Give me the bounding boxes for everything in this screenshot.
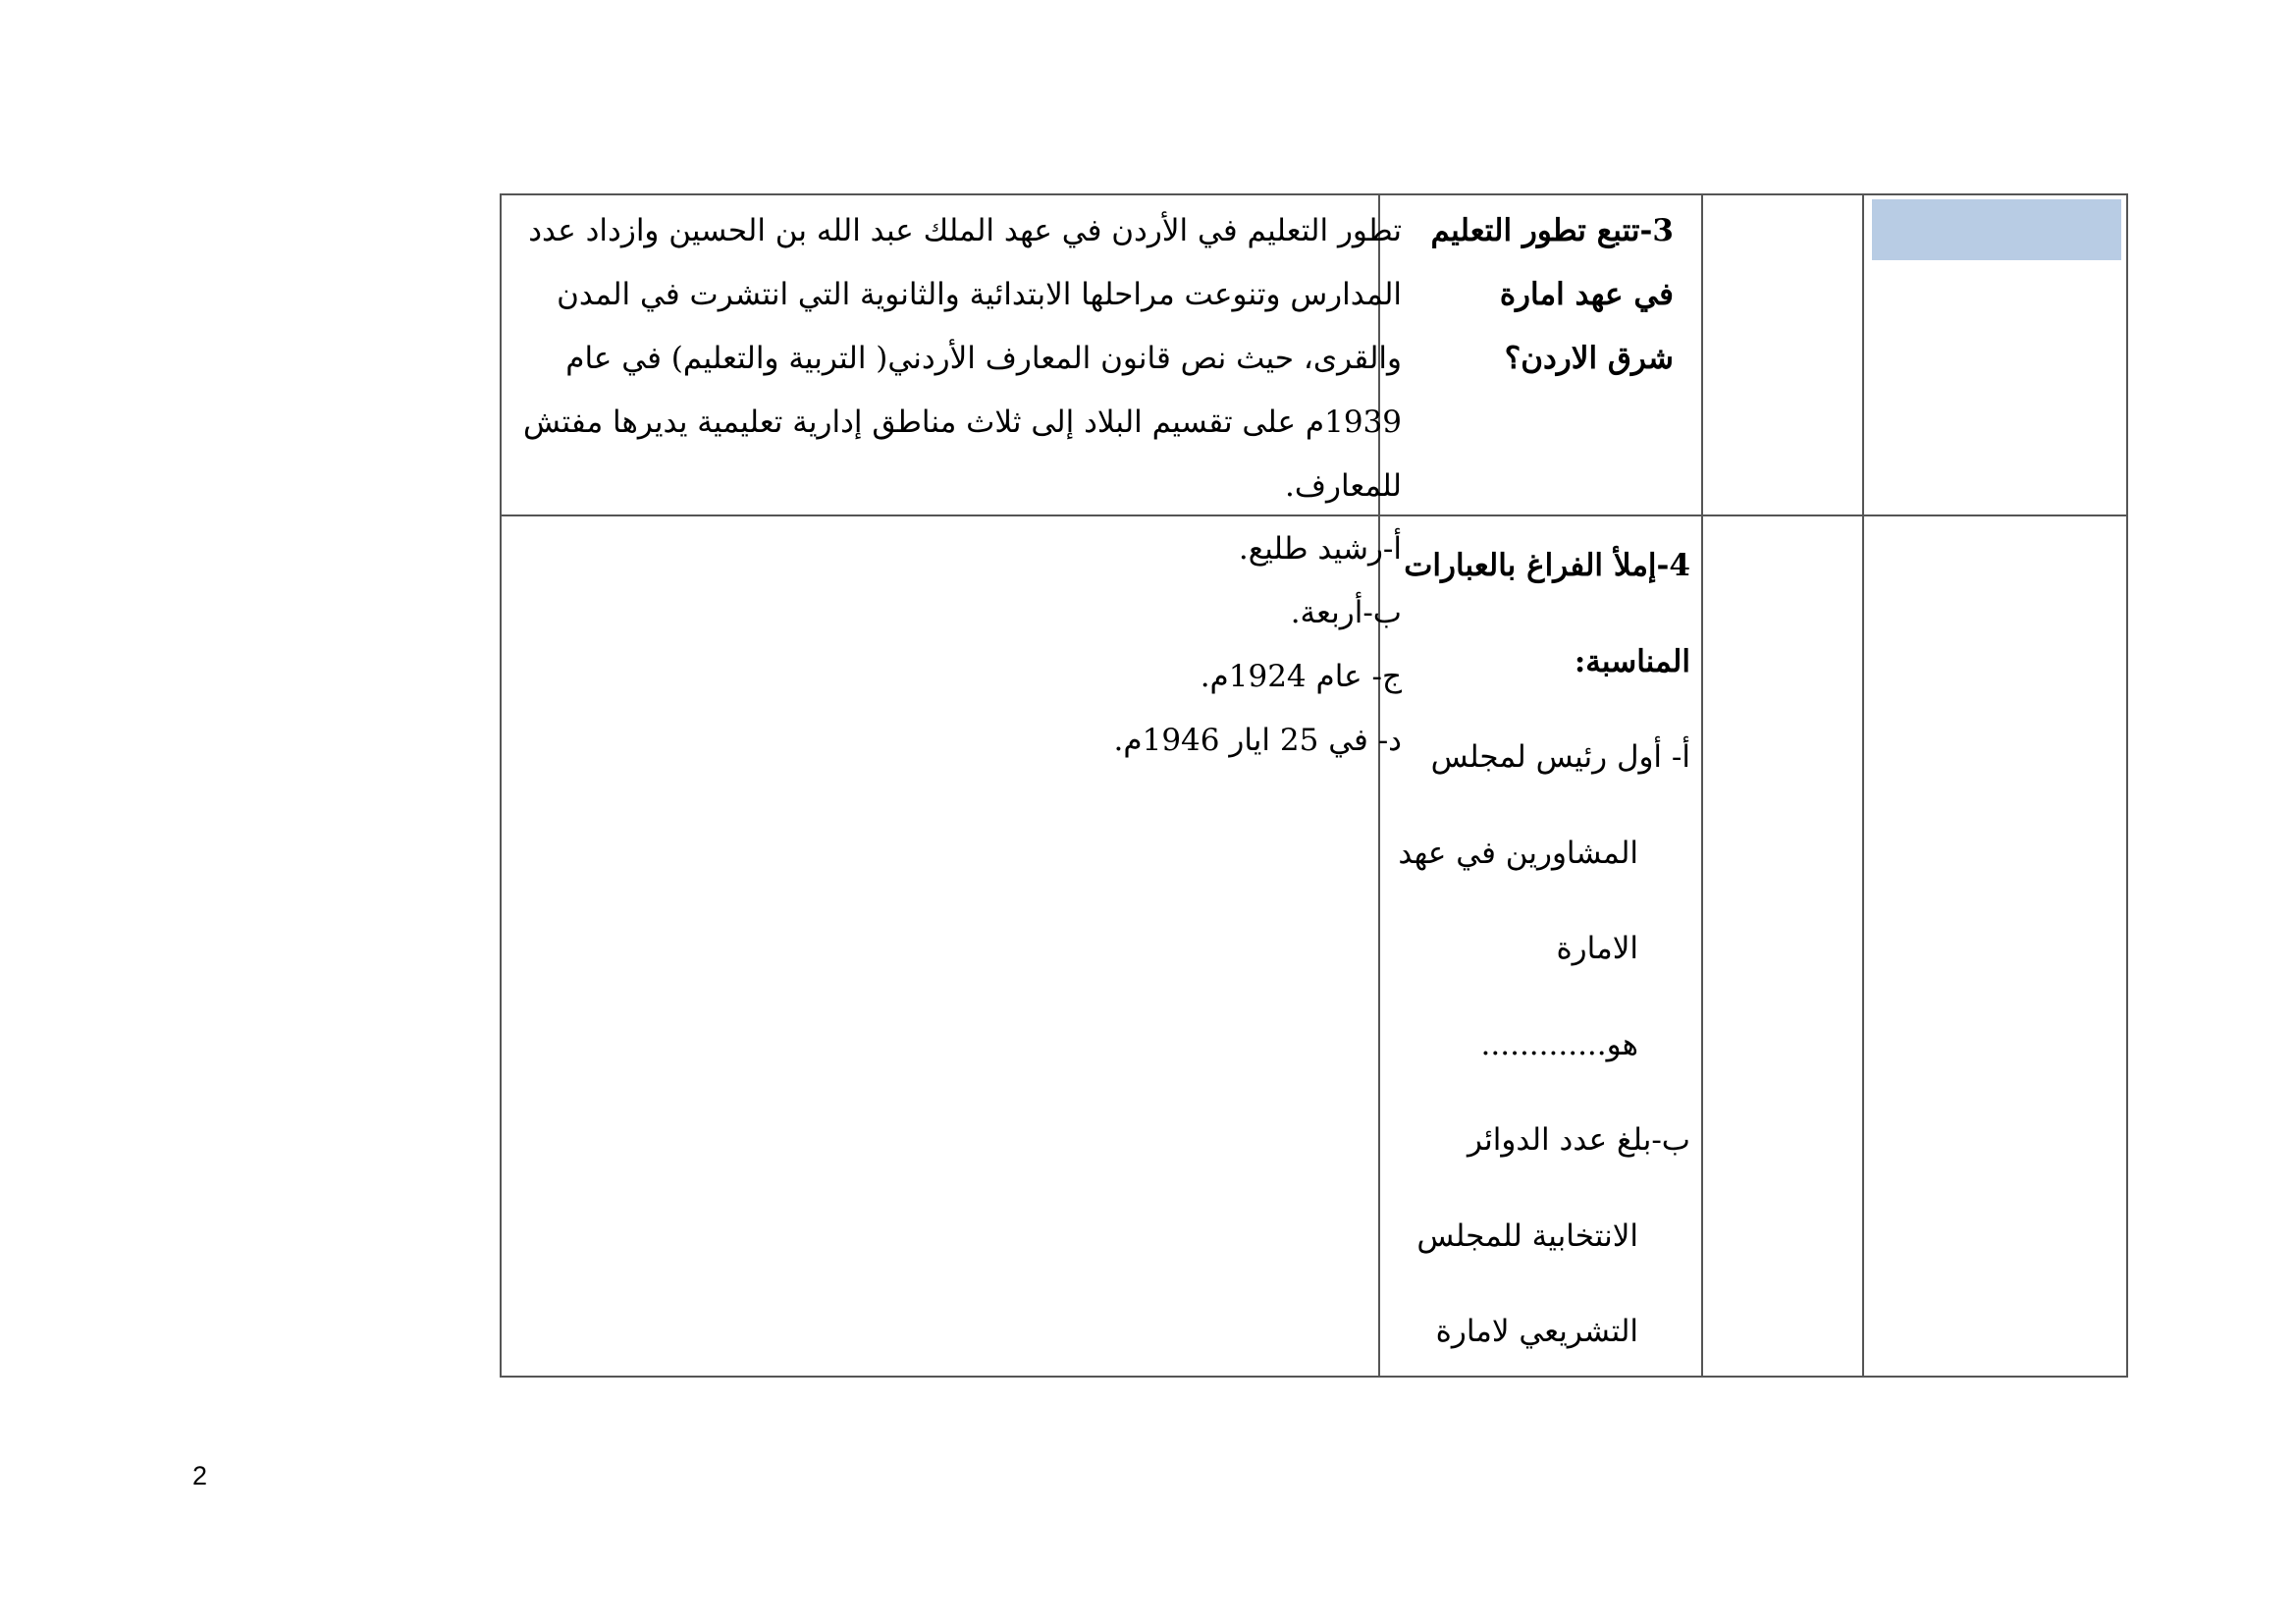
question-3-cell xyxy=(1430,199,1674,391)
highlighted-cell xyxy=(1872,199,2121,260)
answer-3-line: والقرى، حيث نص قانون المعارف الأردني( التربية والتعليم) في عام xyxy=(565,341,1402,376)
answer-table xyxy=(500,193,2128,1378)
answer-4-line: ب-أربعة. xyxy=(1290,595,1402,630)
answer-3-line: 1939م على تقسيم البلاد إلى ثلاث مناطق إدارية تعليمية يديرها مفتش xyxy=(523,405,1402,440)
answer-4-line: أ-رشيد طليع. xyxy=(1238,531,1402,567)
answer-3-line: للمعارف. xyxy=(1285,468,1402,504)
question-4-title-line: 4-إملأ الفراغ بالعبارات xyxy=(1404,548,1690,583)
question-4-title-line: المناسبة: xyxy=(1574,644,1690,679)
answer-4-cell xyxy=(1114,517,1402,773)
answer-3-cell xyxy=(523,199,1402,518)
question-4-body-line: التشريعي لامارة xyxy=(1435,1314,1638,1349)
question-4-body-line: المشاورين في عهد xyxy=(1398,835,1638,871)
question-4-body-line: أ- أول رئيس لمجلس xyxy=(1430,739,1690,775)
answer-4-line: ج- عام 1924م. xyxy=(1200,659,1402,694)
question-3-line: شرق الاردن؟ xyxy=(1504,341,1674,376)
question-4-body-line: ب-بلغ عدد الدوائر xyxy=(1468,1122,1690,1158)
question-3-line: 3-تتبع تطور التعليم xyxy=(1430,213,1674,248)
page-number: 2 xyxy=(192,1461,208,1490)
question-4-body-line: الامارة xyxy=(1556,931,1638,966)
question-4-body-line: الانتخابية للمجلس xyxy=(1416,1218,1638,1254)
question-3-line: في عهد امارة xyxy=(1499,277,1674,312)
question-4-cell xyxy=(1398,517,1690,1380)
answer-3-line: المدارس وتنوعت مراحلها الابتدائية والثانوية التي انتشرت في المدن xyxy=(557,277,1402,312)
answer-3-line: تطور التعليم في الأردن في عهد الملك عبد الله بن الحسين وازداد عدد xyxy=(528,213,1402,248)
answer-4-line: د- في 25 ايار 1946م. xyxy=(1113,723,1402,758)
question-4-body-line: هو............. xyxy=(1480,1026,1638,1062)
column-divider xyxy=(1701,195,1703,1376)
column-divider xyxy=(1862,195,1864,1376)
